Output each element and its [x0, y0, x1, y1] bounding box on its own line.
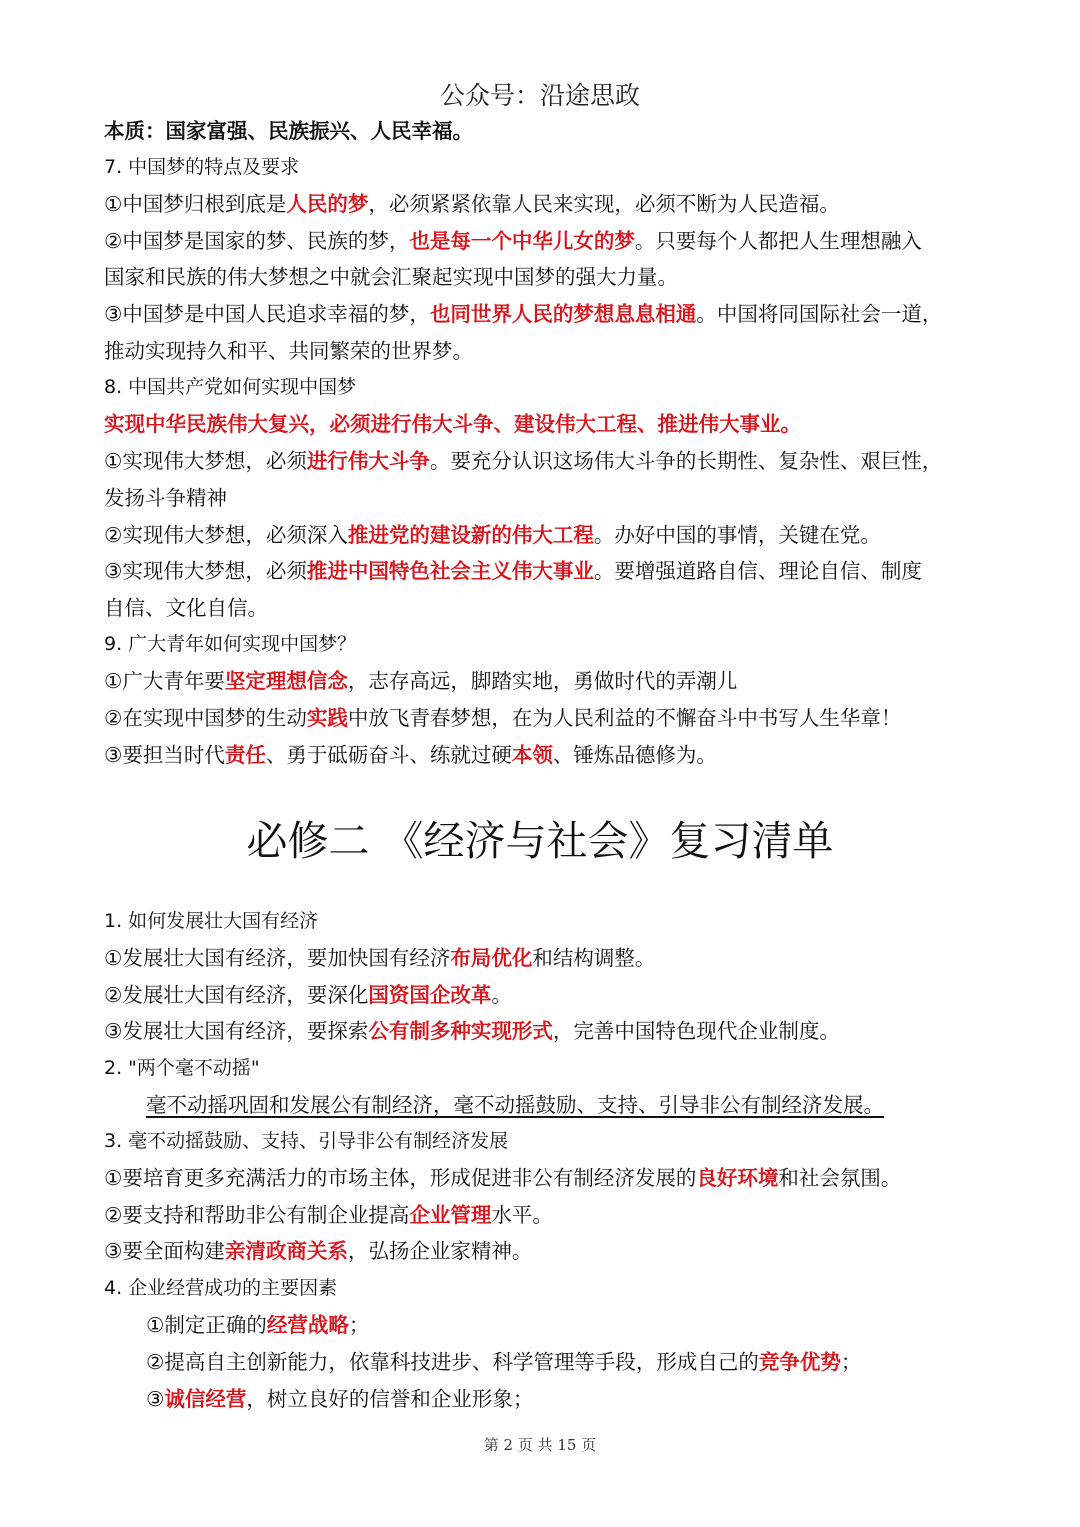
e1-point-3: ③发展壮大国有经济，要探索公有制多种实现形式，完善中国特色现代企业制度。 — [104, 1019, 840, 1043]
q8-point-3: ③实现伟大梦想，必须推进中国特色社会主义伟大事业。要增强道路自信、理论自信、制度 — [104, 559, 922, 583]
q7-point-2-cont: 国家和民族的伟大梦想之中就会汇聚起实现中国梦的强大力量。 — [104, 265, 678, 289]
page-header: 公众号：沿途思政 — [439, 81, 640, 110]
q7-point-3-cont: 推动实现持久和平、共同繁荣的世界梦。 — [104, 339, 473, 363]
q7-point-3: ③中国梦是中国人民追求幸福的梦，也同世界人民的梦想息息相通。中国将同国际社会一道， — [104, 302, 943, 326]
e4-point-3: ③诚信经营，树立良好的信誉和企业形象； — [146, 1387, 534, 1411]
q7-point-1: ①中国梦归根到底是人民的梦，必须紧紧依靠人民来实现，必须不断为人民造福。 — [104, 192, 840, 216]
e2-title: 2. "两个毫不动摇" — [104, 1057, 260, 1079]
q9-title: 9. 广大青年如何实现中国梦？ — [104, 633, 357, 655]
e3-point-1: ①要培育更多充满活力的市场主体，形成促进非公有制经济发展的良好环境和社会氛围。 — [104, 1166, 902, 1190]
e3-point-3: ③要全面构建亲清政商关系，弘扬企业家精神。 — [104, 1239, 533, 1263]
q8-lead: 实现中华民族伟大复兴，必须进行伟大斗争、建设伟大工程、推进伟大事业。 — [104, 412, 801, 436]
page-footer: 第 2 页 共 15 页 — [483, 1436, 597, 1454]
q9-point-1: ①广大青年要坚定理想信念，志存高远，脚踏实地，勇做时代的弄潮儿 — [104, 669, 738, 693]
e1-point-2: ②发展壮大国有经济，要深化国资国企改革。 — [104, 983, 512, 1007]
q9-point-3: ③要担当时代责任、勇于砥砺奋斗、练就过硬本领、锤炼品德修为。 — [104, 743, 717, 767]
e1-title: 1. 如何发展壮大国有经济 — [104, 910, 319, 932]
e2-point: 毫不动摇巩固和发展公有制经济，毫不动摇鼓励、支持、引导非公有制经济发展。 — [146, 1093, 884, 1117]
e1-point-1: ①发展壮大国有经济，要加快国有经济布局优化和结构调整。 — [104, 946, 656, 970]
q7-point-2: ②中国梦是国家的梦、民族的梦，也是每一个中华儿女的梦。只要每个人都把人生理想融入 — [104, 229, 922, 253]
section-title: 必修二 《经济与社会》复习清单 — [246, 817, 834, 865]
e4-point-2: ②提高自主创新能力，依靠科技进步、科学管理等手段，形成自己的竞争优势； — [146, 1350, 862, 1374]
q8-point-1: ①实现伟大梦想，必须进行伟大斗争。要充分认识这场伟大斗争的长期性、复杂性、艰巨性， — [104, 449, 943, 473]
q7-title: 7. 中国梦的特点及要求 — [104, 156, 300, 178]
essence-line: 本质：国家富强、民族振兴、人民幸福。 — [104, 119, 473, 143]
q8-point-1-cont: 发扬斗争精神 — [104, 486, 227, 510]
e4-point-1: ①制定正确的经营战略； — [146, 1313, 370, 1337]
e3-title: 3. 毫不动摇鼓励、支持、引导非公有制经济发展 — [104, 1130, 509, 1152]
q8-point-3-cont: 自信、文化自信。 — [104, 596, 268, 620]
e4-title: 4. 企业经营成功的主要因素 — [104, 1277, 338, 1299]
q9-point-2: ②在实现中国梦的生动实践中放飞青春梦想，在为人民利益的不懈奋斗中书写人生华章！ — [104, 706, 902, 730]
q8-point-2: ②实现伟大梦想，必须深入推进党的建设新的伟大工程。办好中国的事情，关键在党。 — [104, 523, 881, 547]
q8-title: 8. 中国共产党如何实现中国梦 — [104, 376, 357, 398]
e3-point-2: ②要支持和帮助非公有制企业提高企业管理水平。 — [104, 1203, 553, 1227]
